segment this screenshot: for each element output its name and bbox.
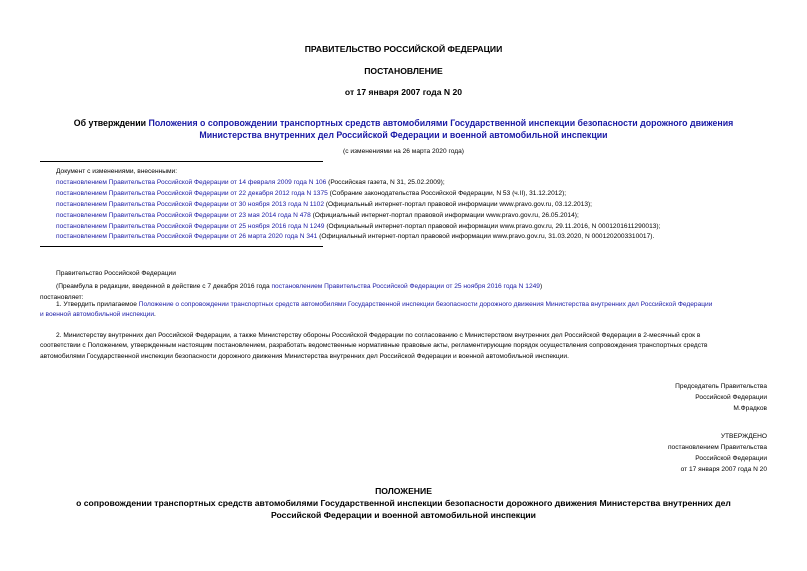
preamble-prefix: (Преамбула в редакции, введенной в действие с 7 декабря 2016 года: [56, 283, 272, 291]
changes-intro: Документ с изменениями, внесенными:: [56, 168, 178, 175]
regulation-subtitle-line2: Российской Федерации и военной автомобильной инспекции: [271, 510, 536, 520]
change-source: (Официальный интернет-портал правовой информации www.pravo.gov.ru, 29.11.2016, N 0001201611290013);: [324, 222, 661, 230]
preamble: [40, 269, 768, 303]
divider-top: [40, 161, 323, 162]
p2-line2: соответствии с Положением, утвержденным настоящим постановлением, разработать ведомственные нормативные правовые акты, регламентирующие порядок осуществления сопровождения транспортных средств: [40, 342, 708, 350]
signature-block: [675, 381, 767, 414]
change-source: (Собрание законодательства Российской Федерации, N 53 (ч.II), 31.12.2012);: [327, 189, 567, 197]
change-source: (Официальный интернет-портал правовой информации www.pravo.gov.ru, 26.05.2014);: [310, 211, 579, 219]
approved-date: от 17 января 2007 года N 20: [680, 466, 767, 473]
changes-list: [56, 167, 776, 243]
change-link[interactable]: постановлением Правительства Российской Федерации от 14 февраля 2009 года N 106: [56, 178, 327, 186]
regulation-heading: [0, 485, 807, 521]
signature-title: Председатель Правительства: [675, 383, 767, 390]
p1-prefix: 1. Утвердить прилагаемое: [56, 301, 139, 308]
document-title: [0, 117, 807, 141]
change-link[interactable]: постановлением Правительства Российской Федерации от 26 марта 2020 года N 341: [56, 233, 318, 241]
p2-line3: автомобилями Государственной инспекции безопасности дорожного движения Министерства внутренних дел Российской Федерации и военной автомобильной инспекции.: [40, 352, 569, 360]
regulation-subtitle-line1: о сопровождении транспортных средств автомобилями Государственной инспекции безопасности дорожного движения Министерства внутренних дел: [76, 498, 731, 508]
change-source: (Официальный интернет-портал правовой информации www.pravo.gov.ru, 31.03.2020, N 0001202003310017).: [317, 233, 655, 241]
approved-org: Российской Федерации: [695, 455, 767, 462]
paragraph-1: [40, 300, 768, 321]
title-link-part2[interactable]: Министерства внутренних дел Российской Федерации и военной автомобильной инспекции: [199, 130, 608, 140]
regulation-title: ПОЛОЖЕНИЕ: [375, 486, 432, 496]
approved-by: постановлением Правительства: [667, 444, 767, 451]
government-label: Правительство Российской Федерации: [56, 270, 176, 277]
preamble-suffix: ): [539, 283, 543, 291]
list-item: [56, 200, 776, 211]
list-item: [56, 189, 776, 200]
change-source: (Российская газета, N 31, 25.02.2009);: [326, 178, 445, 186]
p1-link[interactable]: Положение о сопровождении транспортных средств автомобилями Государственной инспекции безопасности дорожного движения Министерства внутренних дел Российской Федерации: [138, 301, 713, 308]
signature-org: Российской Федерации: [695, 394, 767, 401]
decrees-word: постановляет:: [40, 293, 84, 301]
change-link[interactable]: постановлением Правительства Российской Федерации от 22 декабря 2012 года N 1375: [56, 189, 328, 197]
list-item: [56, 178, 776, 189]
divider-bottom: [40, 246, 323, 247]
document-type: ПОСТАНОВЛЕНИЕ: [364, 66, 443, 76]
change-link[interactable]: постановлением Правительства Российской Федерации от 23 мая 2014 года N 478: [56, 211, 311, 219]
government-header: ПРАВИТЕЛЬСТВО РОССИЙСКОЙ ФЕДЕРАЦИИ: [304, 44, 503, 54]
p2-line1: 2. Министерству внутренних дел Российской Федерации, а также Министерству обороны Российской Федерации по согласованию с Министерством внутренних дел Российской Федерации в 2-месячный срок в: [56, 332, 701, 339]
change-link[interactable]: постановлением Правительства Российской Федерации от 25 ноября 2016 года N 1249: [56, 222, 325, 230]
approval-block: [668, 431, 767, 475]
title-prefix: Об утверждении: [73, 118, 149, 128]
revision-note: (с изменениями на 26 марта 2020 года): [343, 148, 464, 155]
list-item: [56, 211, 776, 222]
p1-suffix: .: [154, 311, 156, 319]
document-date-number: от 17 января 2007 года N 20: [344, 87, 463, 97]
preamble-link[interactable]: постановлением Правительства Российской Федерации от 25 ноября 2016 года N 1249: [271, 283, 540, 291]
preamble-note: [40, 282, 768, 292]
title-link-part1[interactable]: Положения о сопровождении транспортных средств автомобилями Государственной инспекции безопасности дорожного движения: [148, 118, 734, 128]
list-item: [56, 222, 776, 233]
list-item: [56, 232, 776, 243]
p1-link-continued[interactable]: и военной автомобильной инспекции: [40, 311, 155, 319]
change-source: (Официальный интернет-портал правовой информации www.pravo.gov.ru, 03.12.2013);: [324, 200, 593, 208]
change-link[interactable]: постановлением Правительства Российской Федерации от 30 ноября 2013 года N 1102: [56, 200, 324, 208]
paragraph-2: [40, 331, 768, 362]
approved-word: УТВЕРЖДЕНО: [720, 433, 767, 440]
signature-name: М.Фрадков: [733, 405, 767, 412]
